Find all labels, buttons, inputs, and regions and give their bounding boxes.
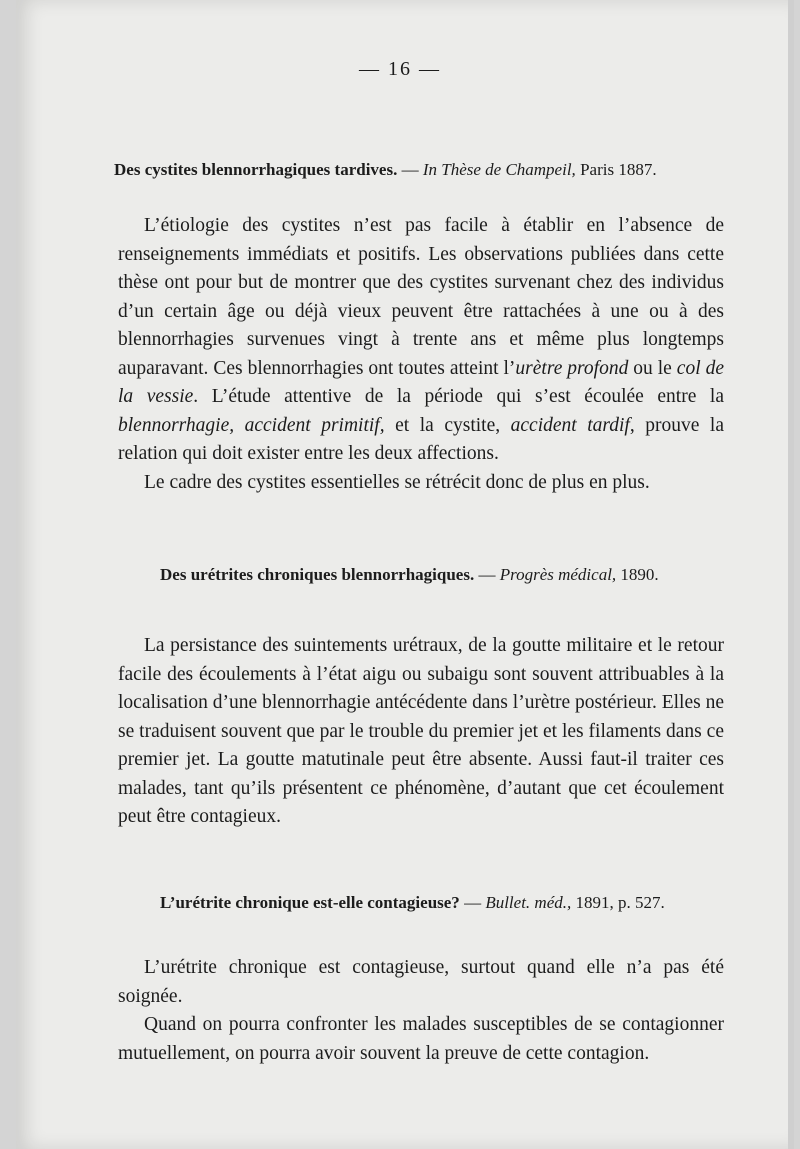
text-run: Le cadre des cystites essentielles se rétrécit donc de plus en plus.: [144, 471, 650, 493]
italic-run: col de la vessie: [118, 357, 724, 407]
text-run: La persistance des suintements urétraux, de la goutte militaire et le retour facile des écoulements à l’état aigu ou subaigu sont souvent attribuables à la localisation d’une blennorrhagie antécédente dans l’urètre postérieur. Elles ne se traduisent souvent que par le trouble du premier jet et les filaments dans ce premier jet. La goutte matutinale peut être absente. Aussi faut-il traiter ces malades, tant qu’ils présentent ce phénomène, d’autant que cet écoulement peut être contagieux.: [118, 635, 724, 827]
heading-source: In Thèse de Champeil,: [422, 160, 576, 179]
paragraph: [118, 632, 724, 832]
paragraph: [118, 1011, 724, 1068]
section-heading: [160, 893, 665, 913]
heading-title: Des urétrites chroniques blennorrhagiques.: [160, 565, 475, 584]
paragraph: [118, 954, 724, 1011]
text-run: Quand on pourra confronter les malades susceptibles de se contagionner mutuellement, on pourra avoir souvent la preuve de cette contagion.: [118, 1014, 724, 1064]
text-run: , prouve la relation qui doit exister entre les deux affections.: [118, 414, 724, 464]
text-run: L’étiologie des cystites n’est pas facile à établir en l’absence de renseignements immédiats et positifs. Les observations publiées dans cette thèse ont pour but de montrer que des cystites survenant chez des individus d’un certain âge ou déjà vieux peuvent être rattachées à une ou à des blennorrhagies survenues vingt à trente ans et même plus longtemps auparavant. Ces blennorrhagies ont toutes atteint l’: [118, 215, 724, 379]
heading-tail: 1890.: [616, 565, 659, 584]
section-heading: [160, 565, 659, 585]
text-run: et la cystite,: [384, 414, 511, 436]
heading-source: Bullet. méd.,: [485, 893, 572, 912]
heading-separator: —: [397, 160, 423, 179]
section-body: [118, 212, 724, 497]
paragraph: [118, 469, 724, 498]
page-edge: [788, 0, 794, 1149]
page-number: — 16 —: [359, 58, 441, 80]
heading-separator: —: [474, 565, 500, 584]
section-body: [118, 632, 724, 832]
section-body: [118, 954, 724, 1068]
heading-separator: —: [459, 893, 486, 912]
italic-run: urètre profond: [515, 357, 629, 379]
heading-title: L’urétrite chronique est-elle contagieuse?: [160, 893, 460, 912]
text-run: ou le: [628, 357, 677, 379]
heading-tail: Paris 1887.: [575, 160, 657, 179]
paragraph: [118, 212, 724, 469]
section-heading: [114, 160, 657, 180]
text-run: . L’étude attentive de la période qui s’est écoulée entre la: [193, 386, 724, 407]
heading-title: Des cystites blennorrhagiques tardives.: [114, 160, 398, 179]
heading-tail: 1891, p. 527.: [571, 893, 665, 912]
heading-source: Progrès médical,: [499, 565, 617, 584]
italic-run: accident tardif: [510, 414, 630, 436]
text-run: L’urétrite chronique est contagieuse, surtout quand elle n’a pas été soignée.: [118, 957, 724, 1007]
italic-run: blennorrhagie, accident primitif,: [118, 414, 385, 436]
